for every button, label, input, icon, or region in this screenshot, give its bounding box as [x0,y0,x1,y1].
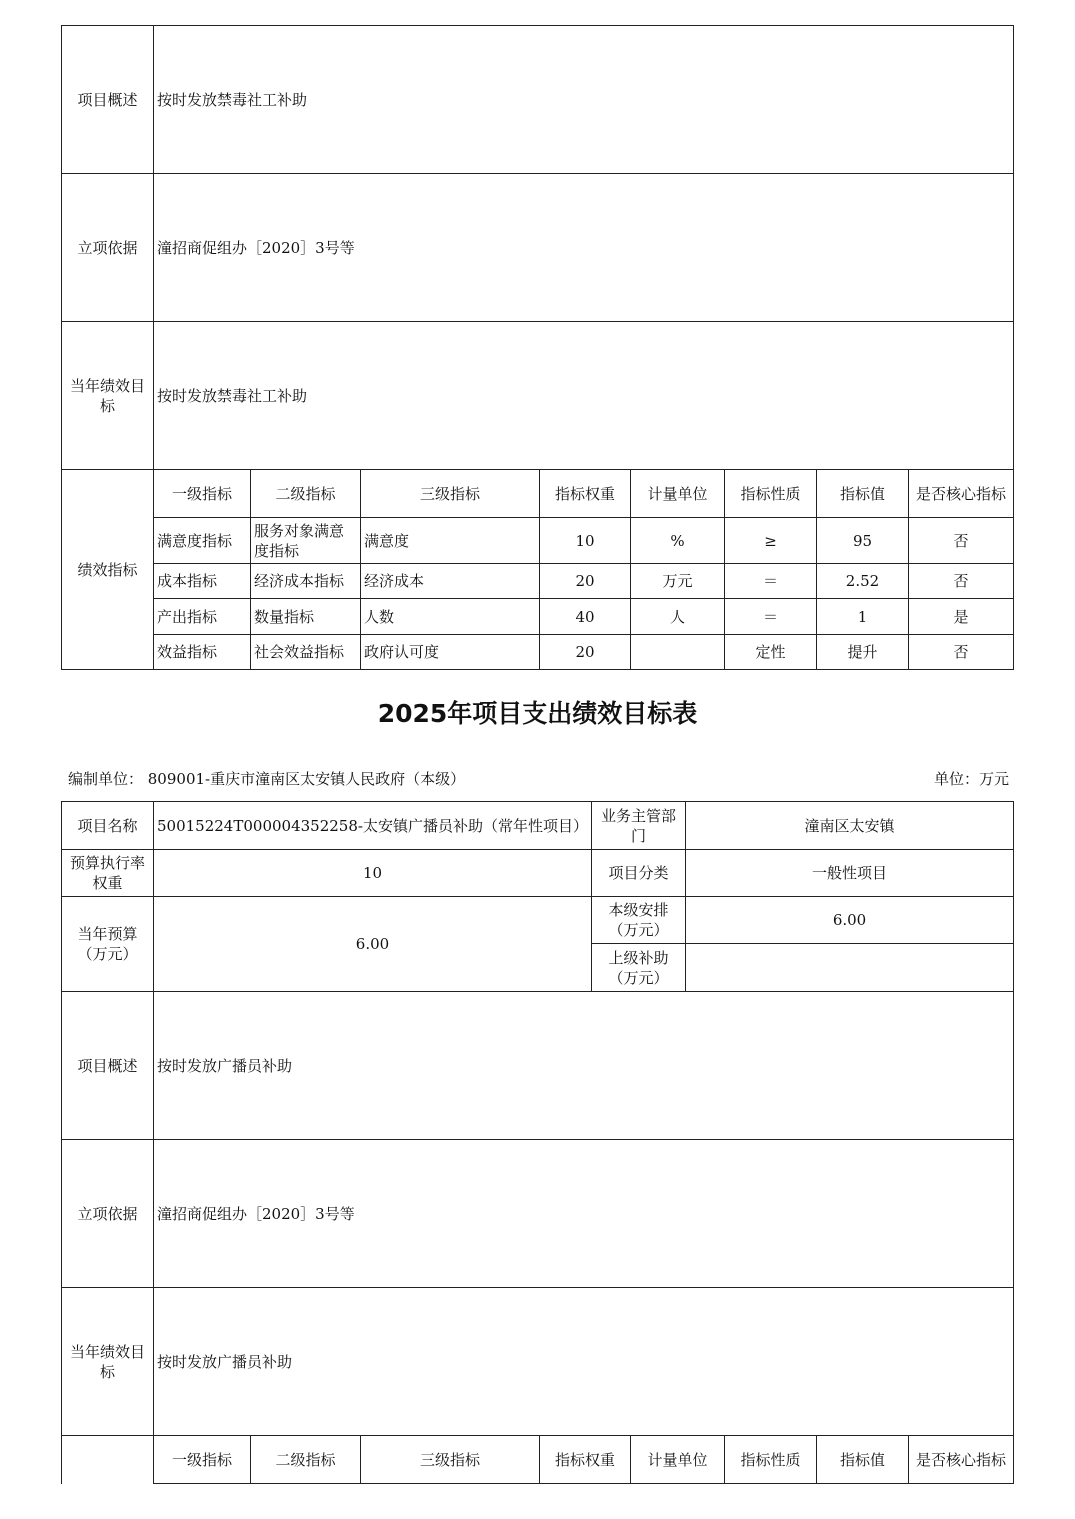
header-cell: 二级指标 [251,470,361,518]
rate-label: 预算执行率权重 [62,850,154,897]
perf-label: 绩效指标 [62,470,154,670]
cell: 经济成本 [361,564,540,599]
cell: 10 [540,518,631,564]
goal-text: 按时发放广播员补助 [154,1288,1014,1436]
basis-text: 潼招商促组办［2020］3号等 [154,1140,1014,1288]
cell: 效益指标 [154,635,251,670]
budget-label: 当年预算（万元） [62,897,154,992]
cell: 否 [909,635,1014,670]
header-cell: 指标性质 [725,470,817,518]
cell: ≥ [725,518,817,564]
header-cell: 计量单位 [631,470,725,518]
cell: 政府认可度 [361,635,540,670]
cell: 20 [540,564,631,599]
cell: 社会效益指标 [251,635,361,670]
header-cell: 指标权重 [540,1436,631,1484]
table-row [62,518,1014,564]
header-cell: 二级指标 [251,1436,361,1484]
header-cell: 三级指标 [361,1436,540,1484]
goal-text: 按时发放禁毒社工补助 [154,322,1014,470]
org-line: 编制单位： 809001-重庆市潼南区太安镇人民政府（本级） [68,770,466,788]
cell: 否 [909,518,1014,564]
perf-label-cell [62,1436,154,1484]
table-row [62,599,1014,635]
header-cell: 是否核心指标 [909,1436,1014,1484]
performance-table-1 [61,25,1014,670]
goal-label: 当年绩效目标 [62,1288,154,1436]
cell: 万元 [631,564,725,599]
cell: ＝ [725,564,817,599]
rate-value: 10 [154,850,592,897]
local-label: 本级安排（万元） [592,897,686,944]
basis-label: 立项依据 [62,174,154,322]
header-cell: 指标性质 [725,1436,817,1484]
budget-value: 6.00 [154,897,592,992]
cell: 产出指标 [154,599,251,635]
header-cell: 指标权重 [540,470,631,518]
unit-line: 单位：万元 [933,770,1009,788]
cell: 成本指标 [154,564,251,599]
cell: 满意度 [361,518,540,564]
header-cell: 计量单位 [631,1436,725,1484]
dept-label: 业务主管部门 [592,802,686,850]
overview-label: 项目概述 [62,26,154,174]
dept-value: 潼南区太安镇 [686,802,1014,850]
overview-text: 按时发放广播员补助 [154,992,1014,1140]
goal-label: 当年绩效目标 [62,322,154,470]
cell: % [631,518,725,564]
cell: 定性 [725,635,817,670]
cell: ＝ [725,599,817,635]
cell: 满意度指标 [154,518,251,564]
basis-text: 潼招商促组办［2020］3号等 [154,174,1014,322]
cell: 服务对象满意度指标 [251,518,361,564]
header-cell: 一级指标 [154,1436,251,1484]
cell: 95 [817,518,909,564]
class-label: 项目分类 [592,850,686,897]
local-value: 6.00 [686,897,1014,944]
project-name-label: 项目名称 [62,802,154,850]
table-row [62,635,1014,670]
cell: 人数 [361,599,540,635]
cell: 是 [909,599,1014,635]
class-value: 一般性项目 [686,850,1014,897]
header-cell: 指标值 [817,470,909,518]
overview-label: 项目概述 [62,992,154,1140]
page-title: 2025年项目支出绩效目标表 [377,699,698,728]
cell: 提升 [817,635,909,670]
upper-label: 上级补助（万元） [592,944,686,992]
performance-table-2 [61,801,1014,1484]
header-cell: 是否核心指标 [909,470,1014,518]
basis-label: 立项依据 [62,1140,154,1288]
cell: 人 [631,599,725,635]
cell: 1 [817,599,909,635]
cell [631,635,725,670]
project-name-value: 50015224T000004352258-太安镇广播员补助（常年性项目） [154,802,592,850]
header-cell: 一级指标 [154,470,251,518]
cell: 数量指标 [251,599,361,635]
cell: 20 [540,635,631,670]
cell: 否 [909,564,1014,599]
header-cell: 指标值 [817,1436,909,1484]
header-cell: 三级指标 [361,470,540,518]
overview-text: 按时发放禁毒社工补助 [154,26,1014,174]
cell: 2.52 [817,564,909,599]
table-row [62,564,1014,599]
cell: 经济成本指标 [251,564,361,599]
upper-value [686,944,1014,992]
cell: 40 [540,599,631,635]
